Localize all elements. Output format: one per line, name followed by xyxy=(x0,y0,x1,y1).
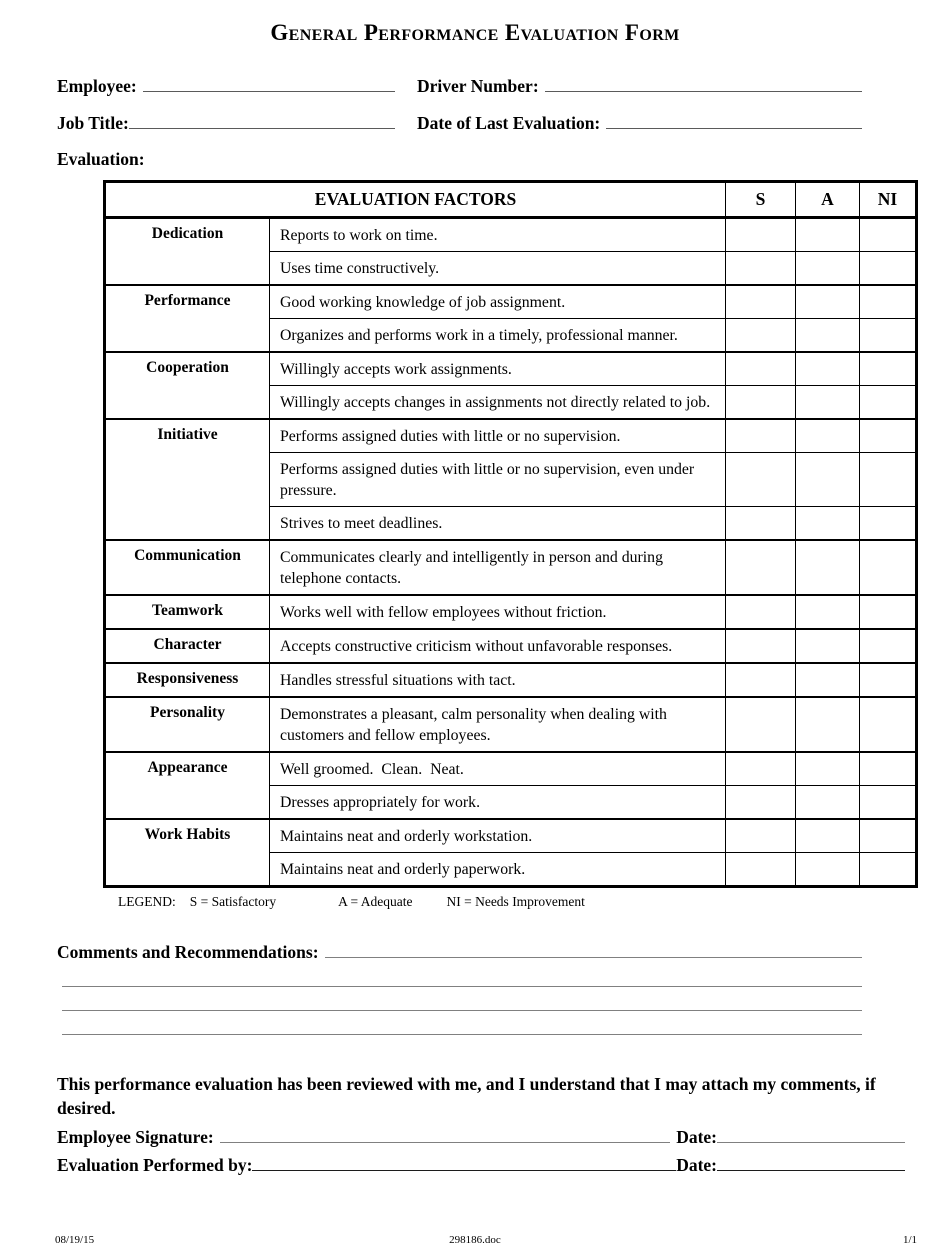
comments-input-line-2[interactable] xyxy=(62,963,862,987)
factor-cell: Well groomed. Clean. Neat. xyxy=(270,752,726,786)
factor-cell: Handles stressful situations with tact. xyxy=(270,663,726,697)
factor-cell: Maintains neat and orderly workstation. xyxy=(270,819,726,853)
factor-cell: Reports to work on time. xyxy=(270,218,726,252)
rating-cell-ni[interactable] xyxy=(860,285,917,319)
rating-cell-s[interactable] xyxy=(726,507,796,541)
rating-cell-a[interactable] xyxy=(796,218,860,252)
employee-signature-row xyxy=(57,1127,905,1148)
table-row xyxy=(105,352,917,386)
rating-cell-ni[interactable] xyxy=(860,629,917,663)
column-header-a: A xyxy=(796,182,860,218)
rating-cell-a[interactable] xyxy=(796,352,860,386)
rating-cell-a[interactable] xyxy=(796,819,860,853)
comments-input-line-1[interactable] xyxy=(325,944,862,958)
rating-cell-a[interactable] xyxy=(796,252,860,286)
date-of-last-evaluation-label: Date of Last Evaluation: xyxy=(417,112,601,133)
rating-cell-s[interactable] xyxy=(726,453,796,507)
rating-cell-s[interactable] xyxy=(726,853,796,887)
rating-cell-ni[interactable] xyxy=(860,319,917,353)
date-of-last-evaluation-input-line[interactable] xyxy=(606,115,862,129)
rating-cell-ni[interactable] xyxy=(860,507,917,541)
table-row xyxy=(105,819,917,853)
legend-label: LEGEND: xyxy=(118,894,176,909)
category-cell: Cooperation xyxy=(105,352,270,419)
rating-cell-s[interactable] xyxy=(726,629,796,663)
field-row-1 xyxy=(57,76,862,97)
driver-number-field xyxy=(417,76,862,97)
rating-cell-s[interactable] xyxy=(726,352,796,386)
table-row xyxy=(105,595,917,629)
comments-input-line-4[interactable] xyxy=(62,1011,862,1035)
rating-cell-ni[interactable] xyxy=(860,218,917,252)
rating-cell-s[interactable] xyxy=(726,218,796,252)
rating-cell-a[interactable] xyxy=(796,663,860,697)
category-cell: Personality xyxy=(105,697,270,752)
rating-cell-a[interactable] xyxy=(796,752,860,786)
category-cell: Responsiveness xyxy=(105,663,270,697)
factor-cell: Willingly accepts work assignments. xyxy=(270,352,726,386)
rating-cell-a[interactable] xyxy=(796,786,860,820)
date-label-1: Date: xyxy=(676,1127,717,1147)
driver-number-label: Driver Number: xyxy=(417,76,539,96)
factor-cell: Works well with fellow employees without friction. xyxy=(270,595,726,629)
job-title-label: Job Title: xyxy=(57,112,129,133)
comments-section xyxy=(57,942,862,1035)
page-footer xyxy=(0,1234,950,1246)
evaluation-section-label: Evaluation: xyxy=(57,149,145,169)
rating-cell-s[interactable] xyxy=(726,386,796,420)
legend-item-satisfactory: S = Satisfactory xyxy=(189,894,277,909)
category-cell: Performance xyxy=(105,285,270,352)
employee-label: Employee: xyxy=(57,76,137,96)
date-label-2: Date: xyxy=(676,1155,717,1175)
factor-cell: Dresses appropriately for work. xyxy=(270,786,726,820)
factor-cell: Good working knowledge of job assignment. xyxy=(270,285,726,319)
column-header-ni: NI xyxy=(860,182,917,218)
factor-cell: Strives to meet deadlines. xyxy=(270,507,726,541)
rating-cell-ni[interactable] xyxy=(860,595,917,629)
factor-cell: Willingly accepts changes in assignments not directly related to job. xyxy=(270,386,726,420)
table-row xyxy=(105,629,917,663)
acknowledgement-text: This performance evaluation has been reviewed with me, and I understand that I may attach my comments, if desired. xyxy=(57,1074,876,1118)
table-row xyxy=(105,285,917,319)
rating-cell-a[interactable] xyxy=(796,629,860,663)
footer-page-number: 1/1 xyxy=(902,1234,917,1246)
factor-cell: Communicates clearly and intelligently in person and during telephone contacts. xyxy=(270,540,726,595)
page-title: General Performance Evaluation Form xyxy=(270,20,680,45)
factor-cell: Demonstrates a pleasant, calm personality when dealing with customers and fellow employees. xyxy=(270,697,726,752)
rating-cell-s[interactable] xyxy=(726,819,796,853)
evaluation-factors-table xyxy=(103,180,918,888)
rating-cell-s[interactable] xyxy=(726,540,796,595)
factor-cell: Uses time constructively. xyxy=(270,252,726,286)
date-of-last-evaluation-field xyxy=(417,113,862,134)
rating-cell-s[interactable] xyxy=(726,786,796,820)
rating-cell-a[interactable] xyxy=(796,697,860,752)
rating-cell-ni[interactable] xyxy=(860,819,917,853)
rating-cell-ni[interactable] xyxy=(860,752,917,786)
factor-cell: Maintains neat and orderly paperwork. xyxy=(270,853,726,887)
evaluation-performed-by-input-line[interactable] xyxy=(252,1157,676,1171)
category-cell: Dedication xyxy=(105,218,270,286)
table-row xyxy=(105,218,917,252)
employee-signature-date-input-line[interactable] xyxy=(717,1129,905,1143)
evaluation-factors-header: EVALUATION FACTORS xyxy=(105,182,726,218)
rating-cell-ni[interactable] xyxy=(860,453,917,507)
category-cell: Communication xyxy=(105,540,270,595)
legend-item-needs-improvement: NI = Needs Improvement xyxy=(446,894,585,909)
category-cell: Character xyxy=(105,629,270,663)
rating-cell-ni[interactable] xyxy=(860,252,917,286)
rating-cell-ni[interactable] xyxy=(860,853,917,887)
category-cell: Teamwork xyxy=(105,595,270,629)
rating-cell-ni[interactable] xyxy=(860,663,917,697)
footer-filename: 298186.doc xyxy=(449,1234,501,1246)
employee-input-line[interactable] xyxy=(143,78,395,92)
table-row xyxy=(105,697,917,752)
rating-cell-a[interactable] xyxy=(796,595,860,629)
rating-cell-s[interactable] xyxy=(726,595,796,629)
factor-cell: Performs assigned duties with little or no supervision. xyxy=(270,419,726,453)
factor-cell: Organizes and performs work in a timely, professional manner. xyxy=(270,319,726,353)
legend-item-adequate: A = Adequate xyxy=(338,894,413,909)
rating-cell-s[interactable] xyxy=(726,663,796,697)
rating-cell-s[interactable] xyxy=(726,285,796,319)
rating-cell-a[interactable] xyxy=(796,853,860,887)
category-cell: Work Habits xyxy=(105,819,270,887)
employee-signature-input-line[interactable] xyxy=(220,1129,670,1143)
rating-cell-a[interactable] xyxy=(796,540,860,595)
rating-cell-s[interactable] xyxy=(726,319,796,353)
job-title-field xyxy=(57,113,395,134)
employee-field xyxy=(57,76,395,97)
legend xyxy=(118,894,893,910)
rating-cell-ni[interactable] xyxy=(860,419,917,453)
driver-number-input-line[interactable] xyxy=(545,78,862,92)
rating-cell-s[interactable] xyxy=(726,252,796,286)
factor-cell: Performs assigned duties with little or no supervision, even under pressure. xyxy=(270,453,726,507)
job-title-input-line[interactable] xyxy=(129,115,395,129)
table-row xyxy=(105,419,917,453)
rating-cell-a[interactable] xyxy=(796,453,860,507)
rating-cell-s[interactable] xyxy=(726,419,796,453)
evaluation-performed-by-label: Evaluation Performed by: xyxy=(57,1155,253,1175)
rating-cell-a[interactable] xyxy=(796,285,860,319)
table-row xyxy=(105,752,917,786)
category-cell: Initiative xyxy=(105,419,270,540)
rating-cell-a[interactable] xyxy=(796,419,860,453)
rating-cell-ni[interactable] xyxy=(860,786,917,820)
comments-label: Comments and Recommendations: xyxy=(57,942,319,962)
table-row xyxy=(105,663,917,697)
rating-cell-a[interactable] xyxy=(796,386,860,420)
rating-cell-ni[interactable] xyxy=(860,352,917,386)
evaluator-signature-row xyxy=(57,1155,905,1176)
category-cell: Appearance xyxy=(105,752,270,819)
factor-cell: Accepts constructive criticism without unfavorable responses. xyxy=(270,629,726,663)
table-header-row xyxy=(105,182,917,218)
footer-date: 08/19/15 xyxy=(55,1234,95,1246)
evaluation-date-input-line[interactable] xyxy=(717,1157,905,1171)
table-row xyxy=(105,540,917,595)
rating-cell-s[interactable] xyxy=(726,752,796,786)
rating-cell-a[interactable] xyxy=(796,319,860,353)
rating-cell-ni[interactable] xyxy=(860,540,917,595)
rating-cell-s[interactable] xyxy=(726,697,796,752)
field-row-2 xyxy=(57,113,862,134)
rating-cell-ni[interactable] xyxy=(860,386,917,420)
comments-input-line-3[interactable] xyxy=(62,987,862,1011)
column-header-s: S xyxy=(726,182,796,218)
rating-cell-ni[interactable] xyxy=(860,697,917,752)
employee-signature-label: Employee Signature: xyxy=(57,1127,214,1147)
rating-cell-a[interactable] xyxy=(796,507,860,541)
